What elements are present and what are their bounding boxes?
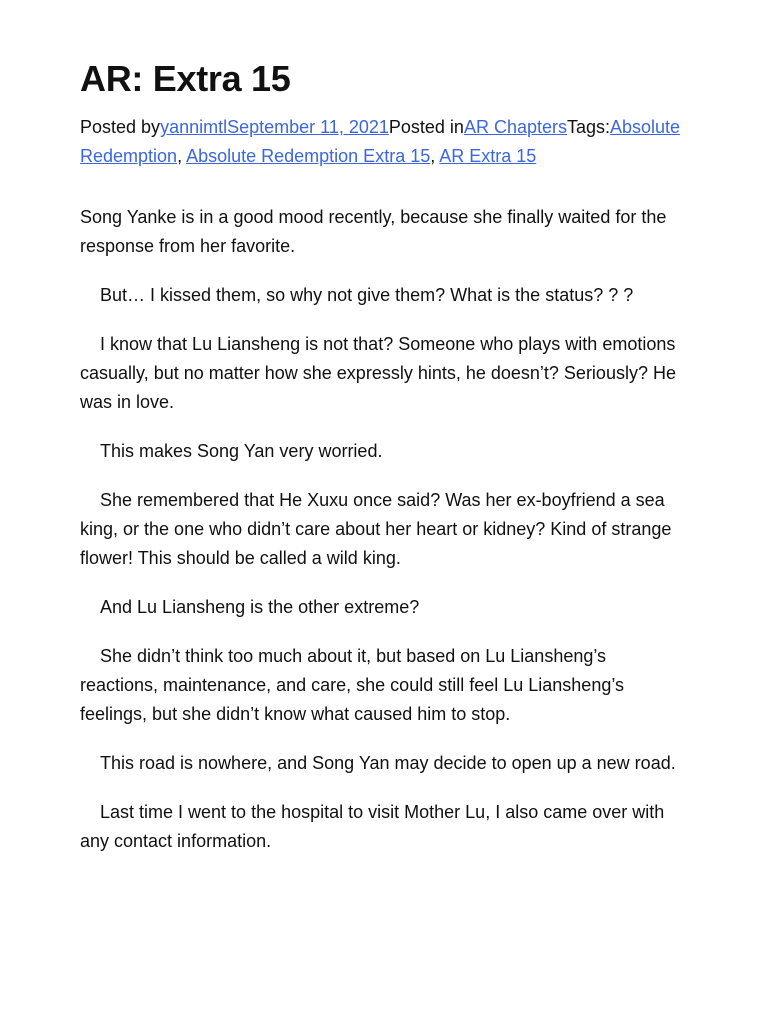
page-title: AR: Extra 15	[80, 58, 291, 99]
tag-link[interactable]: Absolute Redemption Extra 15	[186, 146, 431, 167]
tag-separator: ,	[177, 146, 187, 167]
article-body	[80, 203, 688, 856]
tag-link[interactable]: AR Extra 15	[439, 146, 537, 167]
paragraph: She didn’t think too much about it, but based on Lu Liansheng’s reactions, maintenance, and care, she could still feel Lu Liansheng’s feelings, but she didn’t know what caused him to stop.	[80, 646, 625, 725]
paragraph: Last time I went to the hospital to visit Mother Lu, I also came over with any contact information.	[80, 802, 665, 852]
category-link[interactable]: AR Chapters	[463, 117, 567, 138]
post-meta	[80, 113, 688, 171]
tag-separator: ,	[430, 146, 440, 167]
posted-by-label: Posted by	[80, 117, 161, 138]
paragraph: And Lu Liansheng is the other extreme?	[80, 597, 420, 618]
paragraph: But… I kissed them, so why not give them? What is the status? ? ?	[80, 285, 634, 306]
paragraph: I know that Lu Liansheng is not that? Someone who plays with emotions casually, but no matter how she expressly hints, he doesn’t? Seriously? He was in love.	[80, 334, 676, 413]
posted-in-label: Posted in	[388, 117, 464, 138]
paragraph: This makes Song Yan very worried.	[80, 441, 383, 462]
paragraph: She remembered that He Xuxu once said? Was her ex-boyfriend a sea king, or the one who didn’t care about her heart or kidney? Kind of strange flower! This should be called a wild king.	[80, 490, 672, 569]
date-link[interactable]: September 11, 2021	[227, 117, 389, 138]
paragraph: This road is nowhere, and Song Yan may decide to open up a new road.	[80, 753, 676, 774]
author-link[interactable]: yannimtl	[160, 117, 228, 138]
tag-link[interactable]: Absolute Redemption	[80, 117, 681, 167]
paragraph: Song Yanke is in a good mood recently, because she finally waited for the response from her favorite.	[80, 207, 667, 257]
tags-label: Tags:	[566, 117, 611, 138]
